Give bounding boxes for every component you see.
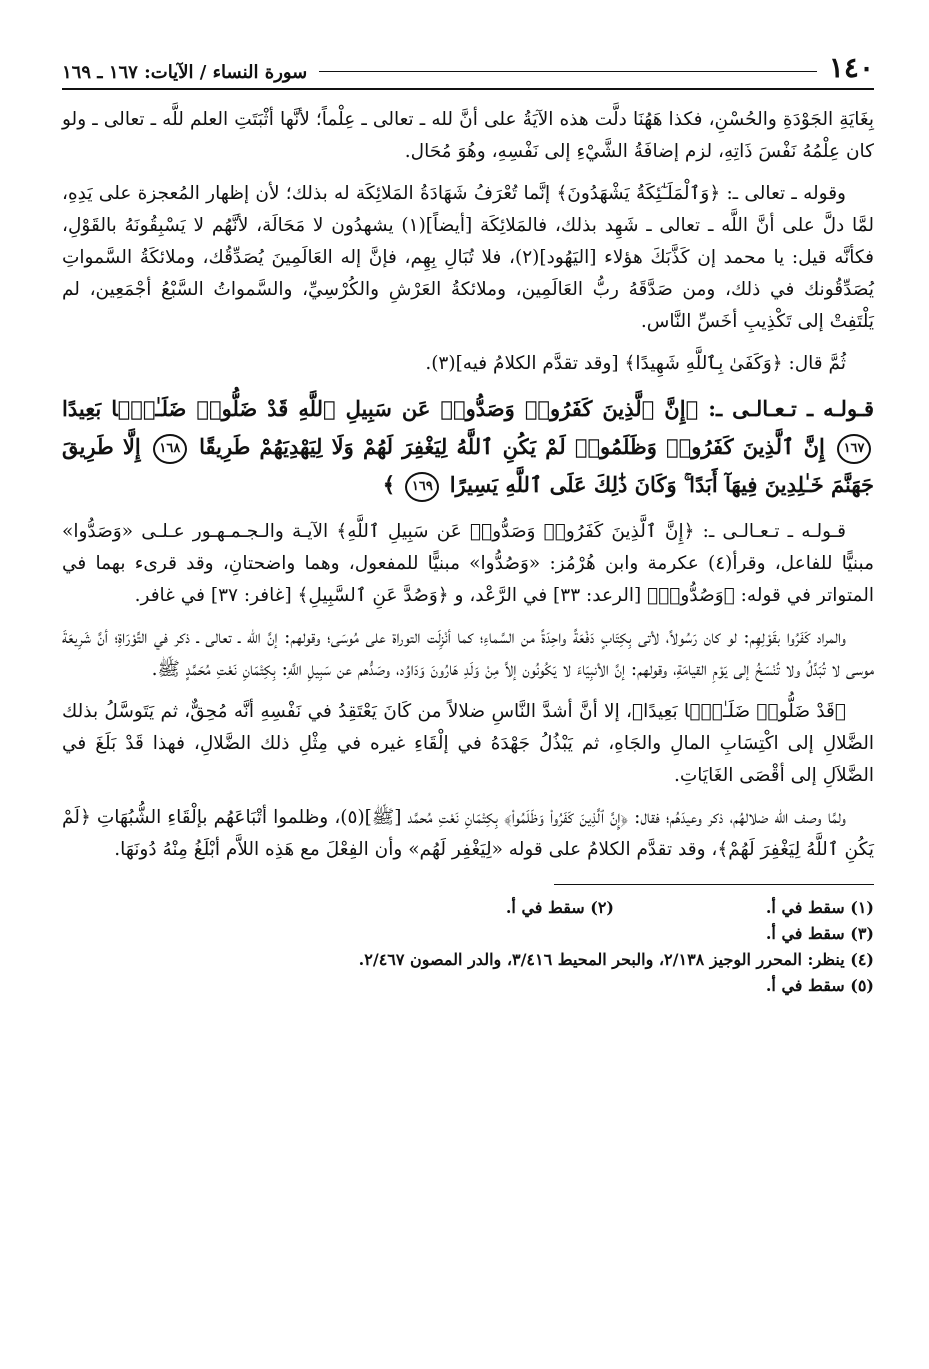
footnote-4: (٤) ينظر: المحرر الوجيز ٢/١٣٨، والبحر المحيط ٣/٤١٦، والدر المصون ٢/٤٦٧. (358, 950, 874, 969)
ayah-number-169: ١٦٩ (405, 472, 439, 502)
verse-close-bracket: ﴾ (382, 472, 396, 497)
paragraph-3: ثُمَّ قال: ﴿وَكَفَىٰ بِٱللَّهِ شَهِيدًا﴾ [وقد تقدَّم الكلامُ فيه](٣). (425, 353, 846, 374)
page-number: ١٤٠ (828, 51, 874, 84)
verse-intro: قـولـه ـ تـعـالـى ـ: (708, 396, 874, 421)
ayah-number-167: ١٦٧ (837, 434, 871, 464)
paragraph-4: قـولـه ـ تـعـالـى ـ: ﴿إِنَّ ٱلَّذِينَ كَفَرُوا۟ وَصَدُّوا۟ عَن سَبِيلِ ٱللَّهِ﴾ الآيـة والـجـمـهـور عـلـى «وَصَدُّوا» مبنيًّا للفاعل، وقرأ(٤) عكرمة وابن هُرْمُز: «وَصُدُّوا» مبنيًّا للمفعول، وهما واضحتانِ، وقد قرىء بهما في المتواتر في قوله: ﴿وَصُدُّوا۟﴾ [الرعد: ٣٣] في الرَّعْد، و ﴿وَصُدَّ عَنِ ٱلسَّبِيلِ﴾ [غافر: ٣٧] في غافر. (62, 521, 874, 606)
main-text (62, 104, 874, 866)
verse-167: ﴿إِنَّ ٱلَّذِينَ كَفَرُوا۟ وَصَدُّوا۟ عَن سَبِيلِ ٱللَّهِ قَدْ ضَلُّوا۟ ضَلَـٰلًۢا بَعِيدًا (62, 396, 699, 421)
paragraph-7: ولمَّا وصف الله ضلالهُم، ذكر وعيدَهُم؛ فقال: ﴿إِنَّ ٱلَّذِينَ كَفَرُوا۟ وَظَلَمُوا۟﴾ بِكِتْمَانِ نَعْتِ مُحمَّد [ﷺ](٥)، وظلموا أتْبَاعَهُم بإلْقَاءِ الشُّبُهَاتِ ﴿لَمْ يَكُنِ ٱللَّهُ لِيَغْفِرَ لَهُمْ﴾، وقد تقدَّم الكلامُ على قوله «لِيَغْفِر لَهُم» وأن الفِعْلَ مع هَذِه اللاَّم أبْلَغُ مِنْهُ دُونَهَا. (62, 807, 874, 860)
quran-verse-block (62, 390, 874, 504)
page (62, 48, 874, 1348)
footnote-1: (١) سقط في أ. (765, 898, 874, 917)
header-rule (319, 71, 817, 72)
footnotes (62, 895, 874, 999)
footnote-3: (٣) سقط في أ. (765, 924, 874, 943)
footnote-2: (٢) سقط في أ. (505, 898, 614, 917)
footnote-rule (554, 884, 874, 885)
footnote-row (62, 895, 874, 921)
running-title: سورة النساء / الآيات: ١٦٧ ـ ١٦٩ (62, 62, 308, 83)
paragraph-2: وقوله ـ تعالى ـ: ﴿وَٱلْمَلَـٰٓئِكَةُ يَشْهَدُونَ﴾ إنَّما تُعْرَفُ شَهَادَةُ المَلائِكَة له بذلك؛ لأن إظهار المُعجزة على يَدِهِ، لمَّا دلَّ على أنَّ اللَّه ـ تعالى ـ شَهِد بذلك، فالمَلائِكَة [أيضاً](١) يشهدُون لا مَحَالَة، لأنَّهُم لا يَسْبِقُونَهُ بالقَوْلِ، فكأنَّه قيل: يا محمد إن كَذَّبَكَ هؤلاء [اليَهُود](٢)، فلا تُبَالِ بِهِم، فإنَّ إله العَالَمِينَ يُصَدِّقُك، وملائكَةُ السَّمواتِ يُصَدِّقُونك في ذلك، ومن صَدَّقَهُ ربُّ العَالَمِين، وملائكةُ العَرْشِ والكُرْسِيِّ، والسَّمواتُ السَّبْعُ أجْمَعِين، لم يَلْتَفِتْ إلى تَكْذِيبِ أخَسِّ النَّاس. (62, 183, 875, 332)
page-header (62, 48, 874, 90)
paragraph-6: ﴿قَدْ ضَلُّوا۟ ضَلَـٰلًۢا بَعِيدًا﴾، إلا أنَّ أشدَّ النَّاسِ ضلالاً من كَانَ يَعْتَقِدُ في نَفْسِهِ أنَّه مُحِقٌّ، ثم يَتَوسَّلُ بذلك الضَّلالِ إلى اكْتِسَابِ المالِ والجَاهِ، ثم يَبْذُلُ جَهْدَهُ في إلْقَاءِ غيره في مِثْلِ ذلك الضَّلالِ، فهذا قَدْ بَلَغَ في الضَّلاَلِ إلى أقْصَى الغَايَاتِ. (62, 701, 874, 786)
paragraph-1: بِغَايَةِ الجَوْدَةِ والحُسْنِ، فكذا هَهُنَا دلَّت هذه الآيَةُ على أنَّ لله ـ تعالى ـ عِلْماً؛ لأنَّها أثْبَتَتِ العلم للَّه ـ تعالى ـ ولو كان عِلْمُهُ نَفْسَ ذَاتِهِ، لزم إضافَةُ الشَّيْءِ إلى نَفْسِهِ، وهُوَ مُحَال. (62, 109, 874, 162)
paragraph-5: والمراد كَفَرُوا بقَوْلِهِم: لو كان رَسُولاً، لأتى بِكِتَابٍ دَفْعَةً واحِدَةً من السَّماءِ؛ كما أنْزِلَت التوراة على مُوسَى؛ وقولهم: إنَّ الله ـ تعالى ـ ذكر في التَّوْرَاةِ؛ أنَّ شَرِيعَةَ موسى لا تُبَدَّلُ ولا تُنْسَخُ إلى يَوْمِ القيامَةِ، وقولهم: إنَّ الأنبِيَاءَ لا يَكُونُون إلاَّ مِنْ وَلَدِ هَارُونَ وَدَاوُد، وصَدُّهم عن سَبِيلِ اللَّهِ: بِكِتْمَانِ نَعْتِ مُحَمَّدٍ ﷺ. (62, 627, 874, 680)
verse-169: إِلَّا طَرِيقَ جَهَنَّمَ خَـٰلِدِينَ فِيهَآ أَبَدًا ۚ وَكَانَ ذَٰلِكَ عَلَى ٱللَّهِ يَسِيرًا (62, 434, 874, 497)
ayah-number-168: ١٦٨ (153, 434, 187, 464)
footnote-5: (٥) سقط في أ. (765, 976, 874, 995)
verse-168: إِنَّ ٱلَّذِينَ كَفَرُوا۟ وَظَلَمُوا۟ لَمْ يَكُنِ ٱللَّهُ لِيَغْفِرَ لَهُمْ وَلَا لِيَهْدِيَهُمْ طَرِيقًا (199, 434, 825, 459)
